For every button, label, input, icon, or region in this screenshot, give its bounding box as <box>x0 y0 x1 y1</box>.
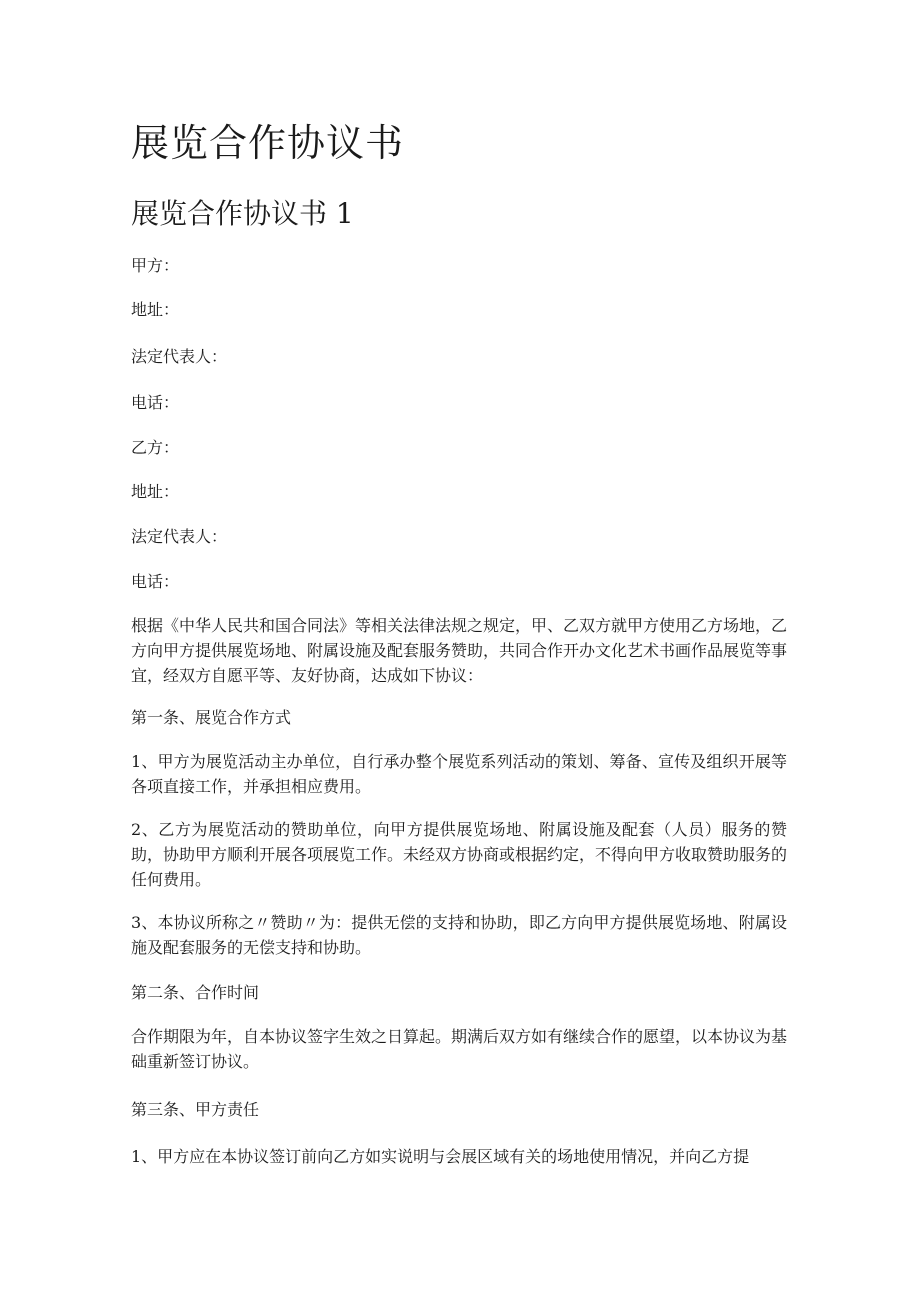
article-1-item-3: 3、本协议所称之〃赞助〃为：提供无偿的支持和协助，即乙方向甲方提供展览场地、附属设施及配套服务的无偿支持和协助。 <box>131 913 787 957</box>
party-b-phone: 电话： <box>131 572 180 591</box>
party-b-legal-rep: 法定代表人： <box>131 527 228 546</box>
party-a-phone: 电话： <box>131 393 180 412</box>
party-b-label: 乙方： <box>131 438 180 457</box>
document-title: 展览合作协议书 <box>131 121 405 165</box>
article-1-heading: 第一条、展览合作方式 <box>131 708 292 727</box>
article-3-item-1: 1、甲方应在本协议签订前向乙方如实说明与会展区域有关的场地使用情况，并向乙方提 <box>131 1147 750 1166</box>
intro-paragraph: 根据《中华人民共和国合同法》等相关法律法规之规定，甲、乙双方就甲方使用乙方场地，乙方向甲方提供展览场地、附属设施及配套服务赞助，共同合作开办文化艺术书画作品展览等事宜，经双方自愿平等、友好协商，达成如下协议： <box>131 616 788 685</box>
party-a-legal-rep: 法定代表人： <box>131 347 228 366</box>
party-a-address: 地址： <box>131 300 180 319</box>
article-3-heading: 第三条、甲方责任 <box>131 1100 260 1119</box>
section-title: 展览合作协议书 1 <box>131 197 354 230</box>
article-2-heading: 第二条、合作时间 <box>131 983 260 1002</box>
article-2-body: 合作期限为年，自本协议签字生效之日算起。期满后双方如有继续合作的愿望，以本协议为基础重新签订协议。 <box>131 1027 788 1071</box>
article-1-item-2: 2、乙方为展览活动的赞助单位，向甲方提供展览场地、附属设施及配套（人员）服务的赞助，协助甲方顺利开展各项展览工作。未经双方协商或根据约定，不得向甲方收取赞助服务的任何费用。 <box>131 820 788 889</box>
article-1-item-1: 1、甲方为展览活动主办单位，自行承办整个展览系列活动的策划、筹备、宣传及组织开展等各项直接工作，并承担相应费用。 <box>131 752 787 796</box>
party-b-address: 地址： <box>131 482 180 501</box>
party-a-label: 甲方： <box>131 256 180 275</box>
